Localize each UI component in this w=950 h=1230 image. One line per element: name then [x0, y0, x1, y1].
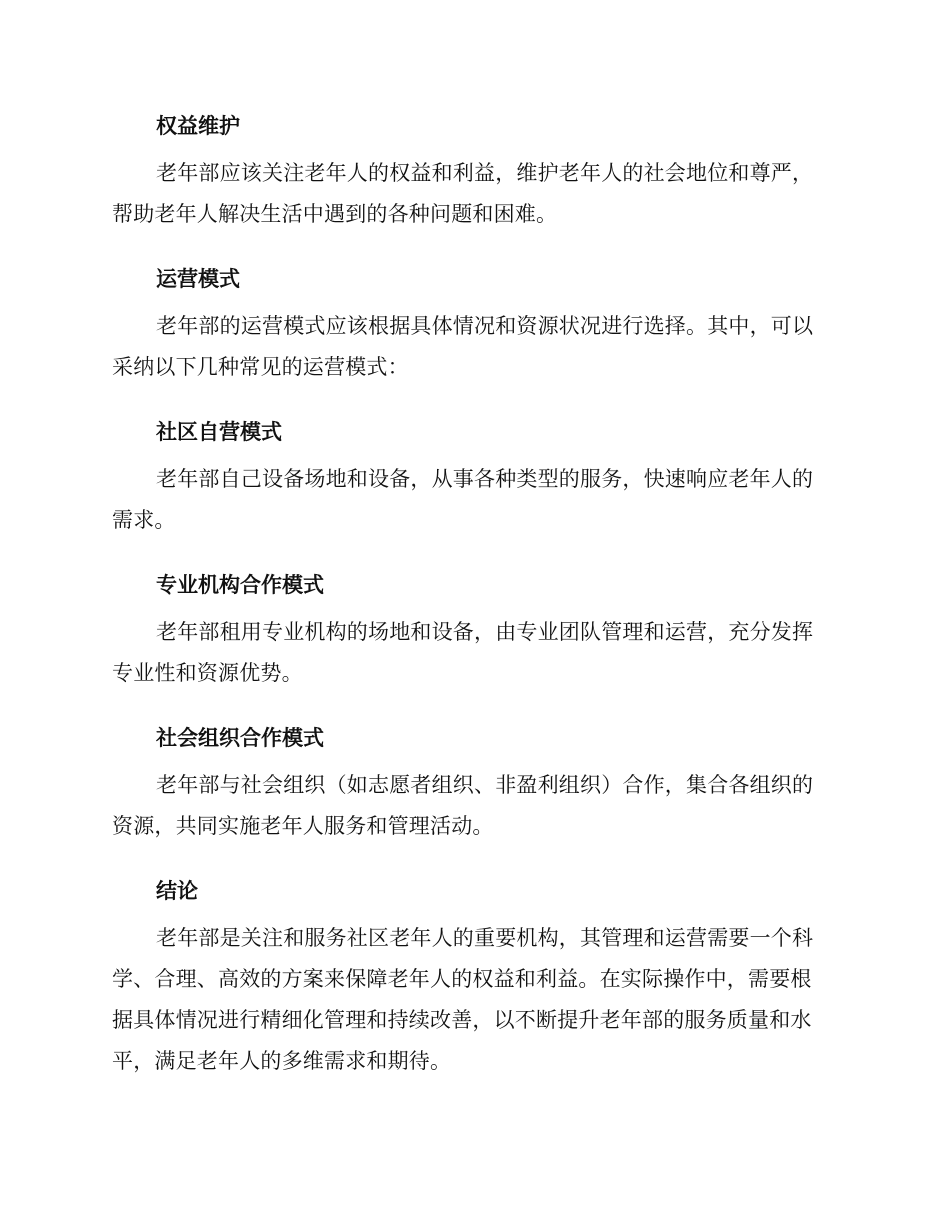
- section-heading: 社区自营模式: [156, 420, 282, 444]
- section-paragraph: 老年部的运营模式应该根据具体情况和资源状况进行选择。其中，可以采纳以下几种常见的运营模式：: [112, 314, 814, 379]
- section-paragraph: 老年部租用专业机构的场地和设备，由专业团队管理和运营，充分发挥专业性和资源优势。: [112, 620, 814, 685]
- section-rights-protection: [112, 106, 832, 259]
- section-operation-mode: [112, 259, 832, 412]
- section-heading: 权益维护: [156, 114, 240, 138]
- section-heading: 结论: [156, 879, 198, 903]
- document-page: [112, 106, 832, 1082]
- section-conclusion: [112, 871, 832, 1082]
- section-social-org-cooperation: [112, 718, 832, 871]
- section-paragraph: 老年部是关注和服务社区老年人的重要机构，其管理和运营需要一个科学、合理、高效的方案来保障老年人的权益和利益。在实际操作中，需要根据具体情况进行精细化管理和持续改善，以不断提升老年部的服务质量和水平，满足老年人的多维需求和期待。: [112, 926, 814, 1073]
- section-paragraph: 老年部应该关注老年人的权益和利益，维护老年人的社会地位和尊严，帮助老年人解决生活中遇到的各种问题和困难。: [112, 161, 814, 226]
- section-paragraph: 老年部与社会组织（如志愿者组织、非盈利组织）合作，集合各组织的资源，共同实施老年人服务和管理活动。: [112, 773, 814, 838]
- section-heading: 社会组织合作模式: [156, 726, 324, 750]
- section-community-self-operated: [112, 412, 832, 565]
- section-heading: 专业机构合作模式: [156, 573, 324, 597]
- section-heading: 运营模式: [156, 267, 240, 291]
- section-professional-cooperation: [112, 565, 832, 718]
- section-paragraph: 老年部自己设备场地和设备，从事各种类型的服务，快速响应老年人的需求。: [112, 467, 814, 532]
